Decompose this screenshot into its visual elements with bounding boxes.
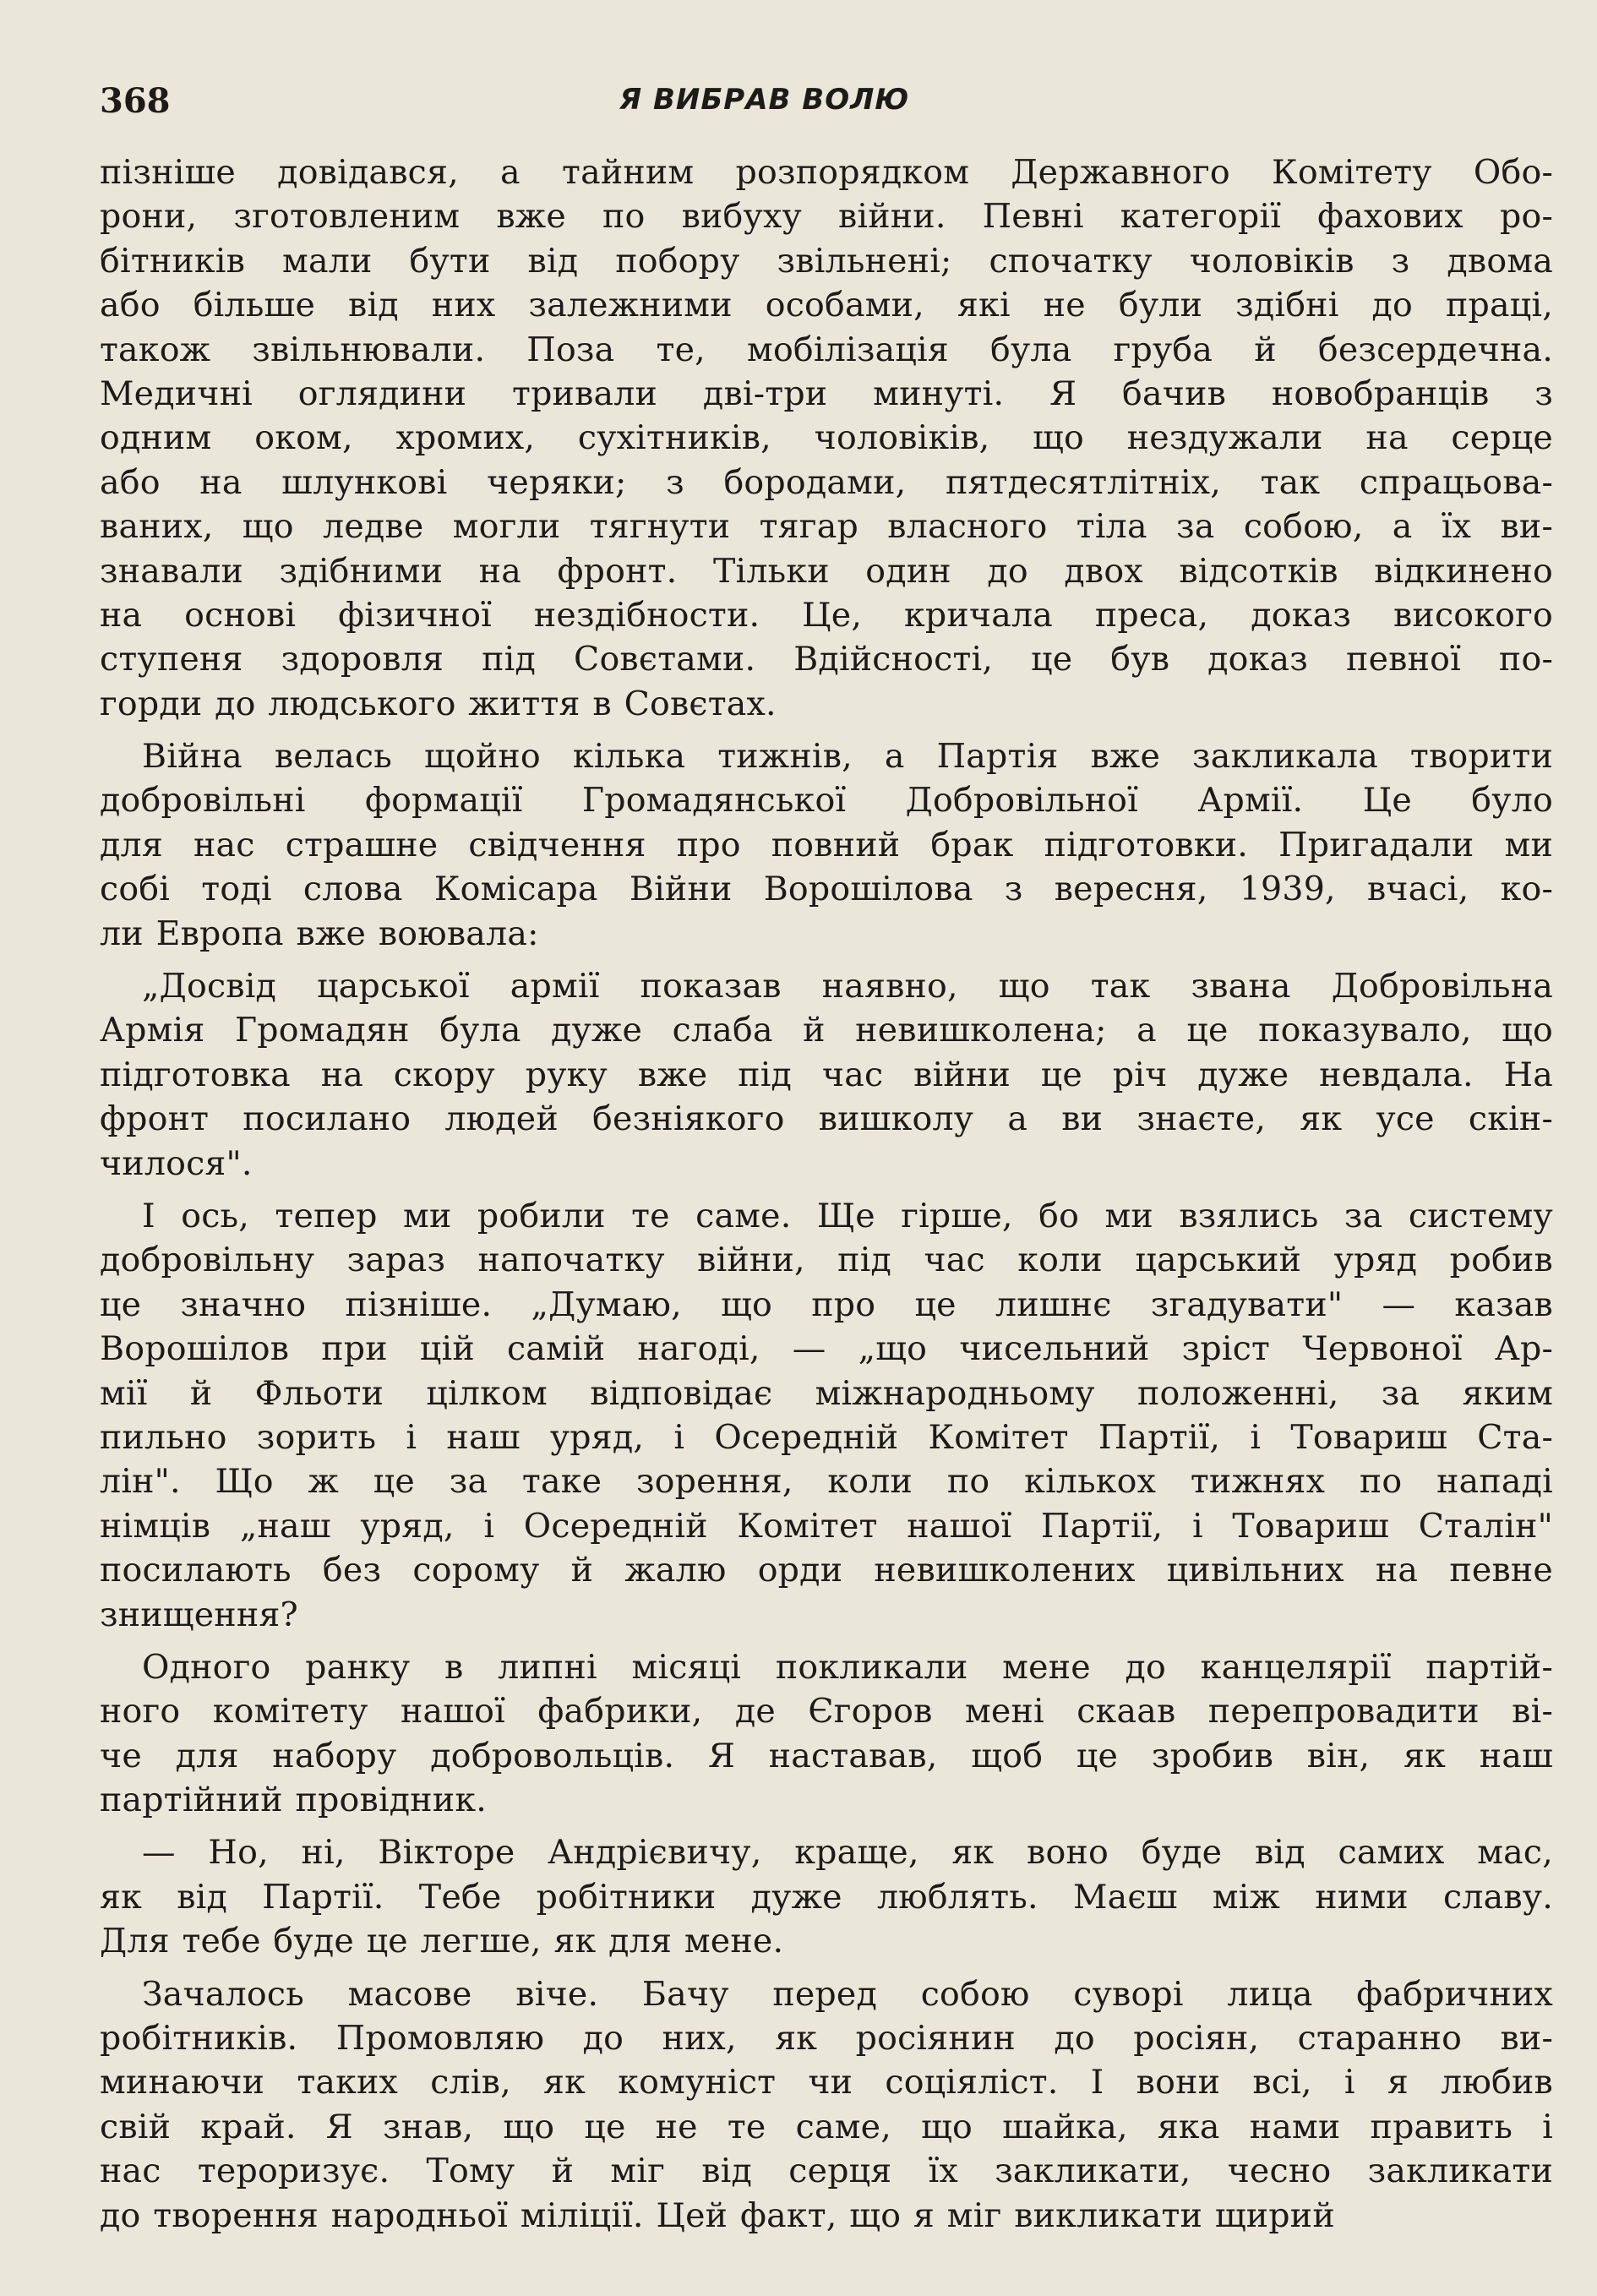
text-line: Війна велась щойно кілька тижнів, а Партія вже закликала творити: [142, 737, 1553, 777]
text-line: че для набору добровольців. Я наставав, щоб це зробив він, як наш: [100, 1736, 1553, 1775]
text-line: ваних, що ледве могли тягнути тягар власного тіла за собою, а їх ви-: [100, 507, 1553, 547]
text-line: собі тоді слова Комісара Війни Ворошілова з вересня, 1939, вчасі, ко-: [100, 870, 1553, 909]
text-line: Ворошілов при цій самій нагоді, — „що чисельний зріст Червоної Ар-: [100, 1329, 1553, 1369]
text-line: рони, зготовленим вже по вибуху війни. Певні категорії фахових ро-: [100, 197, 1553, 237]
text-line: Одного ранку в липні місяці покликали мене до канцелярії партій-: [142, 1647, 1553, 1687]
paragraph: [100, 1830, 1553, 1963]
text-line: посилають без сорому й жалю орди невишколених цивільних на певне: [100, 1551, 1553, 1590]
text-line: німців „наш уряд, і Осередній Комітет нашої Партії, і Товариш Сталін": [100, 1506, 1553, 1546]
text-line: знищення?: [100, 1595, 298, 1634]
text-line: минаючи таких слів, як комуніст чи соціяліст. І вони всі, і я любив: [100, 2063, 1553, 2102]
text-line: Армія Громадян була дуже слаба й невишколена; а це показувало, що: [100, 1011, 1553, 1050]
text-line: для нас страшне свідчення про повний брак підготовки. Пригадали ми: [100, 825, 1553, 864]
text-line: знавали здібними на фронт. Тільки один до двох відсотків відкинено: [100, 551, 1553, 591]
text-line: партійний провідник.: [100, 1781, 487, 1820]
text-line: одним оком, хромих, сухітників, чоловіків, що нездужали на серце: [100, 418, 1553, 458]
text-line: свій край. Я знав, що це не те саме, що шайка, яка нами править і: [100, 2107, 1553, 2146]
text-line: Медичні оглядини тривали дві-три минуті. Я бачив новобранців з: [100, 374, 1553, 413]
running-title: Я ВИБРАВ ВОЛЮ: [619, 83, 910, 117]
paragraph: [100, 1972, 1553, 2238]
text-line: „Досвід царської армії показав наявно, що так звана Добровільна: [142, 967, 1553, 1006]
text-line: нас тероризує. Тому й міг від серця їх закликати, чесно закликати: [100, 2151, 1553, 2191]
text-line: це значно пізніше. „Думаю, що про це лишнє згадувати" — казав: [100, 1284, 1553, 1324]
paragraph: [100, 964, 1553, 1186]
text-line: фронт посилано людей безніякого вишколу а ви знаєте, як усе скін-: [100, 1099, 1553, 1139]
text-line: добровільні формації Громадянської Добровільної Армії. Це було: [100, 781, 1553, 821]
text-line: пильно зорить і наш уряд, і Осередній Комітет Партії, і Товариш Ста-: [100, 1417, 1553, 1457]
text-line: добровільну зараз напочатку війни, під час коли царський уряд робив: [100, 1241, 1553, 1280]
text-line: або на шлункові черяки; з бородами, пятдесятлітніх, так спрацьова-: [100, 462, 1553, 502]
text-line: чилося".: [100, 1143, 253, 1183]
text-line: робітників. Промовляю до них, як росіянин до росіян, старанно ви-: [100, 2019, 1553, 2059]
paragraph: [100, 1194, 1553, 1637]
text-line: ного комітету нашої фабрики, де Єгоров мені скаав перепровадити ві-: [100, 1692, 1553, 1732]
page-number: 368: [100, 81, 171, 121]
paragraph: [100, 1645, 1553, 1823]
text-line: горди до людського життя в Совєтах.: [100, 684, 777, 723]
text-line: як від Партії. Тебе робітники дуже люблять. Маєш між ними славу.: [100, 1877, 1553, 1917]
text-line: також звільнювали. Поза те, мобілізація була груба й безсердечна.: [100, 330, 1553, 369]
text-line: І ось, тепер ми робили те саме. Ще гірше, бо ми взялись за систему: [142, 1196, 1553, 1235]
paragraph: [100, 734, 1553, 956]
page-header: [100, 81, 1536, 132]
text-line: на основі фізичної нездібности. Це, кричала преса, доказ високого: [100, 595, 1553, 635]
text-line: мії й Фльоти цілком відповідає міжнародньому положенні, за яким: [100, 1373, 1553, 1413]
text-line: або більше від них залежними особами, які не були здібні до праці,: [100, 286, 1553, 325]
text-line: лін". Що ж це за таке зорення, коли по кількох тижнях по нападі: [100, 1462, 1553, 1502]
text-line: — Но, ні, Вікторе Андрієвичу, краще, як воно буде від самих мас,: [142, 1833, 1553, 1873]
text-line: підготовка на скору руку вже під час війни це річ дуже невдала. На: [100, 1055, 1553, 1094]
text-line: ступеня здоровля під Совєтами. Вдійсності, це був доказ певної по-: [100, 640, 1553, 679]
text-line: до творення народньої міліції. Цей факт, що я міг викликати щирий: [100, 2195, 1335, 2235]
text-line: Для тебе буде це легше, як для мене.: [100, 1922, 784, 1961]
text-line: Зачалось масове віче. Бачу перед собою суворі лица фабричних: [142, 1974, 1553, 2014]
text-line: пізніше довідався, а тайним розпорядком Державного Комітету Обо-: [100, 153, 1553, 192]
text-line: ли Европа вже воювала:: [100, 913, 539, 953]
text-line: бітників мали бути від побору звільнені; спочатку чоловіків з двома: [100, 241, 1553, 281]
paragraph: [100, 150, 1553, 726]
body-text: [100, 150, 1553, 2246]
